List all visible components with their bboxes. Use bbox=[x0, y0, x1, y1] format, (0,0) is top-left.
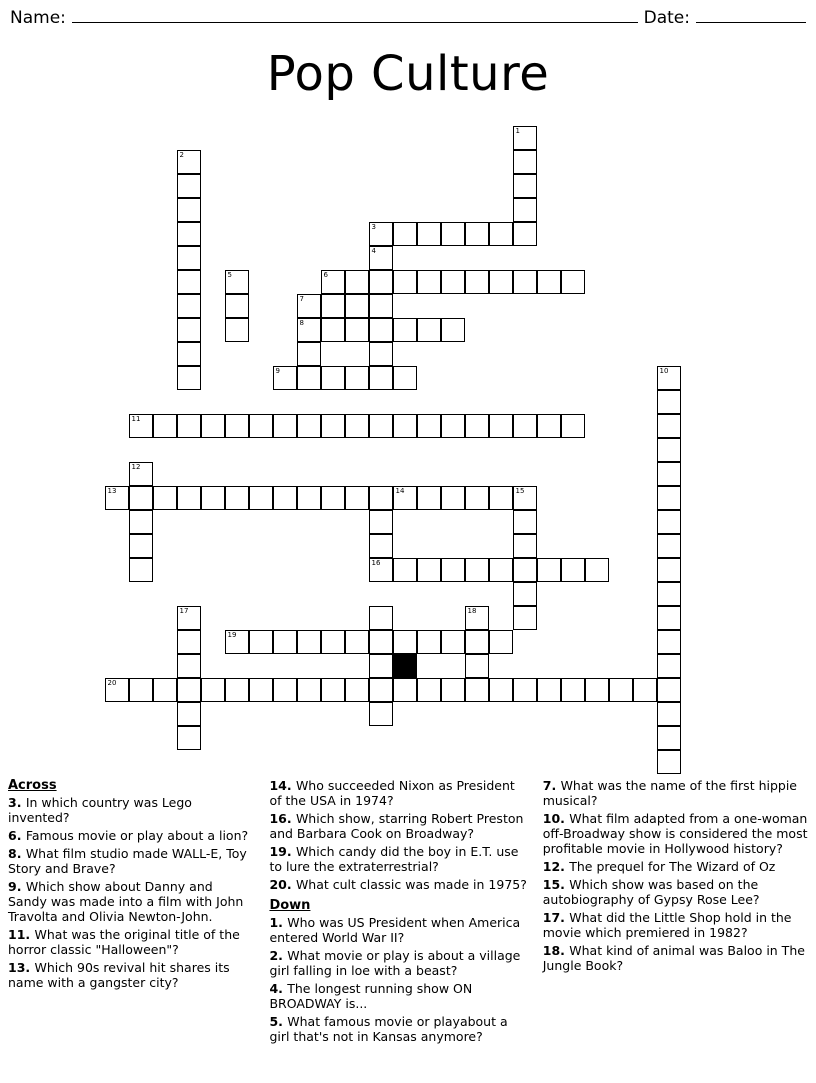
clue-number: 13. bbox=[8, 960, 35, 975]
clue-text: Which 90s revival hit shares its name with a gangster city? bbox=[8, 960, 230, 990]
grid-cell[interactable] bbox=[441, 630, 465, 654]
clue-text: Which show about Danny and Sandy was made into a film with John Travolta and Olivia Newton-John. bbox=[8, 879, 244, 924]
grid-cell[interactable] bbox=[225, 630, 249, 654]
grid-cell[interactable] bbox=[657, 390, 681, 414]
clue-list-across-part1 bbox=[8, 795, 255, 990]
clue-text: What film studio made WALL-E, Toy Story and Brave? bbox=[8, 846, 247, 876]
grid-cell[interactable] bbox=[489, 270, 513, 294]
grid-cell[interactable] bbox=[657, 510, 681, 534]
grid-cell-number: 9 bbox=[275, 367, 280, 375]
clue-text: Which candy did the boy in E.T. use to lure the extraterrestrial? bbox=[269, 844, 519, 874]
clue-item bbox=[269, 811, 528, 841]
grid-cell[interactable] bbox=[129, 678, 153, 702]
clue-list-down-part1 bbox=[269, 915, 528, 1044]
grid-cell[interactable] bbox=[177, 654, 201, 678]
grid-cell[interactable] bbox=[465, 678, 489, 702]
grid-cell[interactable] bbox=[465, 414, 489, 438]
name-input-line[interactable] bbox=[72, 8, 638, 23]
grid-cell[interactable] bbox=[393, 270, 417, 294]
grid-cell[interactable] bbox=[513, 198, 537, 222]
grid-cell[interactable] bbox=[105, 486, 129, 510]
clue-item bbox=[269, 778, 528, 808]
grid-cell[interactable] bbox=[177, 414, 201, 438]
grid-cell[interactable] bbox=[225, 414, 249, 438]
grid-cell[interactable] bbox=[513, 510, 537, 534]
grid-cell-blocked bbox=[393, 654, 417, 678]
grid-cell[interactable] bbox=[657, 726, 681, 750]
grid-cell[interactable] bbox=[657, 678, 681, 702]
grid-cell[interactable] bbox=[177, 678, 201, 702]
grid-cell[interactable] bbox=[513, 486, 537, 510]
grid-cell[interactable] bbox=[177, 150, 201, 174]
grid-cell[interactable] bbox=[657, 558, 681, 582]
grid-cell[interactable] bbox=[177, 342, 201, 366]
clue-item bbox=[8, 828, 255, 843]
grid-cell-number: 14 bbox=[395, 487, 405, 495]
grid-cell[interactable] bbox=[273, 630, 297, 654]
grid-cell[interactable] bbox=[273, 366, 297, 390]
grid-cell[interactable] bbox=[489, 630, 513, 654]
grid-cell[interactable] bbox=[129, 414, 153, 438]
grid-cell[interactable] bbox=[369, 678, 393, 702]
grid-cell[interactable] bbox=[513, 150, 537, 174]
grid-cell[interactable] bbox=[369, 246, 393, 270]
grid-cell[interactable] bbox=[321, 318, 345, 342]
grid-cell[interactable] bbox=[297, 414, 321, 438]
clue-text: Which show was based on the autobiography of Gypsy Rose Lee? bbox=[542, 877, 760, 907]
grid-cell[interactable] bbox=[297, 318, 321, 342]
grid-cell[interactable] bbox=[369, 270, 393, 294]
crossword-grid[interactable] bbox=[0, 118, 816, 778]
grid-cell[interactable] bbox=[369, 486, 393, 510]
grid-cell[interactable] bbox=[657, 534, 681, 558]
clue-text: What was the name of the first hippie musical? bbox=[542, 778, 797, 808]
grid-cell[interactable] bbox=[513, 606, 537, 630]
grid-cell[interactable] bbox=[417, 414, 441, 438]
grid-cell[interactable] bbox=[657, 366, 681, 390]
grid-cell[interactable] bbox=[321, 678, 345, 702]
grid-cell[interactable] bbox=[225, 318, 249, 342]
clue-column-3 bbox=[543, 778, 808, 1078]
grid-cell[interactable] bbox=[561, 414, 585, 438]
grid-cell[interactable] bbox=[177, 246, 201, 270]
clue-text: What kind of animal was Baloo in The Jungle Book? bbox=[542, 943, 805, 973]
clue-number: 3. bbox=[8, 795, 26, 810]
clue-item bbox=[8, 795, 255, 825]
grid-cell[interactable] bbox=[273, 678, 297, 702]
grid-cell[interactable] bbox=[369, 606, 393, 630]
grid-cell[interactable] bbox=[225, 486, 249, 510]
grid-cell[interactable] bbox=[417, 318, 441, 342]
grid-cell-number: 5 bbox=[227, 271, 232, 279]
grid-cell[interactable] bbox=[345, 486, 369, 510]
clue-item bbox=[543, 811, 808, 856]
grid-cell[interactable] bbox=[657, 702, 681, 726]
grid-cell[interactable] bbox=[321, 630, 345, 654]
grid-cell[interactable] bbox=[441, 486, 465, 510]
grid-cell[interactable] bbox=[201, 678, 225, 702]
grid-cell-number: 4 bbox=[371, 247, 376, 255]
clue-item bbox=[269, 915, 528, 945]
grid-cell[interactable] bbox=[345, 630, 369, 654]
down-heading: Down bbox=[269, 898, 311, 913]
grid-cell[interactable] bbox=[657, 414, 681, 438]
clue-text: The prequel for The Wizard of Oz bbox=[569, 859, 776, 874]
grid-cell[interactable] bbox=[369, 510, 393, 534]
grid-cell-number: 19 bbox=[227, 631, 237, 639]
grid-cell-number: 20 bbox=[107, 679, 117, 687]
across-heading: Across bbox=[8, 778, 57, 793]
grid-cell[interactable] bbox=[177, 726, 201, 750]
clue-item bbox=[543, 877, 808, 907]
grid-cell[interactable] bbox=[513, 582, 537, 606]
grid-cell[interactable] bbox=[297, 294, 321, 318]
grid-cell[interactable] bbox=[513, 558, 537, 582]
grid-cell[interactable] bbox=[465, 222, 489, 246]
date-label: Date: bbox=[643, 8, 690, 28]
clue-item bbox=[8, 960, 255, 990]
grid-cell[interactable] bbox=[393, 486, 417, 510]
grid-cell[interactable] bbox=[177, 174, 201, 198]
grid-cell[interactable] bbox=[513, 678, 537, 702]
grid-cell[interactable] bbox=[393, 678, 417, 702]
clue-number: 14. bbox=[269, 778, 296, 793]
grid-cell[interactable] bbox=[417, 222, 441, 246]
clue-number: 11. bbox=[8, 927, 35, 942]
grid-cell[interactable] bbox=[129, 462, 153, 486]
grid-cell-number: 3 bbox=[371, 223, 376, 231]
grid-cell[interactable] bbox=[177, 270, 201, 294]
grid-cell-number: 18 bbox=[467, 607, 477, 615]
grid-cell[interactable] bbox=[441, 318, 465, 342]
clue-number: 6. bbox=[8, 828, 26, 843]
grid-cell[interactable] bbox=[249, 678, 273, 702]
grid-cell[interactable] bbox=[177, 630, 201, 654]
grid-cell[interactable] bbox=[369, 414, 393, 438]
grid-cell[interactable] bbox=[345, 294, 369, 318]
grid-cell[interactable] bbox=[465, 486, 489, 510]
grid-cell[interactable] bbox=[513, 126, 537, 150]
grid-cell[interactable] bbox=[369, 630, 393, 654]
grid-cell[interactable] bbox=[177, 606, 201, 630]
grid-cell[interactable] bbox=[177, 318, 201, 342]
grid-cell[interactable] bbox=[561, 558, 585, 582]
clue-item bbox=[269, 981, 528, 1011]
clue-number: 12. bbox=[542, 859, 570, 874]
grid-cell[interactable] bbox=[489, 486, 513, 510]
grid-cell[interactable] bbox=[321, 270, 345, 294]
grid-cell[interactable] bbox=[465, 654, 489, 678]
grid-cell[interactable] bbox=[393, 318, 417, 342]
grid-cell[interactable] bbox=[297, 630, 321, 654]
clue-number: 2. bbox=[269, 948, 288, 963]
grid-cell[interactable] bbox=[417, 486, 441, 510]
grid-cell[interactable] bbox=[657, 582, 681, 606]
clue-number: 7. bbox=[542, 778, 561, 793]
grid-cell[interactable] bbox=[465, 558, 489, 582]
grid-cell[interactable] bbox=[609, 678, 633, 702]
clue-item bbox=[8, 879, 255, 924]
clue-item bbox=[8, 846, 255, 876]
clue-text: What film adapted from a one-woman off-Broadway show is considered the most profitable movie in Hollywood history? bbox=[542, 811, 808, 856]
grid-cell[interactable] bbox=[153, 414, 177, 438]
clue-number: 8. bbox=[8, 846, 26, 861]
grid-cell[interactable] bbox=[585, 678, 609, 702]
grid-cell[interactable] bbox=[489, 678, 513, 702]
grid-cell[interactable] bbox=[657, 486, 681, 510]
grid-cell-number: 12 bbox=[131, 463, 141, 471]
grid-cell-number: 8 bbox=[299, 319, 304, 327]
date-input-line[interactable] bbox=[696, 8, 806, 23]
clue-text: The longest running show ON BROADWAY is... bbox=[269, 981, 473, 1011]
clue-item bbox=[269, 844, 528, 874]
grid-cell-number: 6 bbox=[323, 271, 328, 279]
grid-cell[interactable] bbox=[297, 486, 321, 510]
grid-cell[interactable] bbox=[297, 366, 321, 390]
clue-item bbox=[543, 859, 808, 874]
grid-cell[interactable] bbox=[513, 270, 537, 294]
grid-cell[interactable] bbox=[177, 486, 201, 510]
grid-cell-number: 16 bbox=[371, 559, 381, 567]
grid-cell[interactable] bbox=[417, 678, 441, 702]
grid-cell[interactable] bbox=[249, 486, 273, 510]
grid-cell[interactable] bbox=[633, 678, 657, 702]
grid-cell[interactable] bbox=[417, 558, 441, 582]
name-label: Name: bbox=[10, 8, 66, 28]
clue-item bbox=[8, 927, 255, 957]
grid-cell[interactable] bbox=[513, 222, 537, 246]
grid-cell[interactable] bbox=[657, 630, 681, 654]
clue-text: Who was US President when America entered World War II? bbox=[269, 915, 521, 945]
grid-cell[interactable] bbox=[393, 630, 417, 654]
clue-text: What movie or play is about a village girl falling in loe with a beast? bbox=[269, 948, 521, 978]
clue-text: Which show, starring Robert Preston and Barbara Cook on Broadway? bbox=[269, 811, 524, 841]
clue-number: 4. bbox=[269, 981, 288, 996]
grid-cell[interactable] bbox=[321, 366, 345, 390]
grid-cell[interactable] bbox=[537, 558, 561, 582]
grid-cell[interactable] bbox=[201, 486, 225, 510]
clue-text: What was the original title of the horror classic "Halloween"? bbox=[8, 927, 240, 957]
grid-cell[interactable] bbox=[345, 678, 369, 702]
grid-cell-number: 7 bbox=[299, 295, 304, 303]
grid-cell[interactable] bbox=[393, 222, 417, 246]
grid-cell[interactable] bbox=[345, 414, 369, 438]
clue-number: 9. bbox=[8, 879, 26, 894]
clue-number: 16. bbox=[269, 811, 296, 826]
grid-cell-number: 1 bbox=[515, 127, 520, 135]
clue-column-1 bbox=[8, 778, 255, 1078]
clue-column-2 bbox=[269, 778, 528, 1078]
grid-cell[interactable] bbox=[297, 678, 321, 702]
grid-cell[interactable] bbox=[249, 414, 273, 438]
grid-cell[interactable] bbox=[273, 486, 297, 510]
grid-cell[interactable] bbox=[465, 270, 489, 294]
grid-cell[interactable] bbox=[273, 414, 297, 438]
clue-number: 20. bbox=[269, 877, 296, 892]
grid-cell[interactable] bbox=[177, 294, 201, 318]
grid-cell[interactable] bbox=[513, 414, 537, 438]
grid-cell[interactable] bbox=[177, 222, 201, 246]
grid-cell[interactable] bbox=[345, 366, 369, 390]
clue-list-across-part2 bbox=[269, 778, 528, 892]
grid-cell[interactable] bbox=[345, 270, 369, 294]
grid-cell[interactable] bbox=[441, 222, 465, 246]
clue-text: In which country was Lego invented? bbox=[8, 795, 192, 825]
grid-cell[interactable] bbox=[129, 534, 153, 558]
clue-number: 15. bbox=[542, 877, 570, 892]
grid-cell[interactable] bbox=[393, 414, 417, 438]
grid-cell[interactable] bbox=[513, 534, 537, 558]
grid-cell[interactable] bbox=[417, 630, 441, 654]
grid-cell[interactable] bbox=[537, 414, 561, 438]
grid-cell[interactable] bbox=[249, 630, 273, 654]
grid-cell[interactable] bbox=[177, 702, 201, 726]
grid-cell[interactable] bbox=[441, 558, 465, 582]
grid-cell[interactable] bbox=[657, 606, 681, 630]
grid-cell[interactable] bbox=[393, 366, 417, 390]
clue-text: What famous movie or playabout a girl that's not in Kansas anymore? bbox=[269, 1014, 508, 1044]
grid-cell[interactable] bbox=[177, 198, 201, 222]
clue-item bbox=[543, 910, 808, 940]
clue-text: Famous movie or play about a lion? bbox=[25, 828, 249, 843]
clue-item bbox=[269, 1014, 528, 1044]
grid-cell[interactable] bbox=[369, 294, 393, 318]
clue-item bbox=[269, 877, 528, 892]
grid-cell[interactable] bbox=[369, 702, 393, 726]
clue-item bbox=[543, 778, 808, 808]
grid-cell[interactable] bbox=[177, 366, 201, 390]
clue-number: 5. bbox=[269, 1014, 288, 1029]
grid-cell-number: 13 bbox=[107, 487, 117, 495]
grid-cell[interactable] bbox=[585, 558, 609, 582]
clue-list-down-part2 bbox=[543, 778, 808, 973]
page-title: Pop Culture bbox=[266, 46, 550, 102]
clue-text: What did the Little Shop hold in the movie which premiered in 1982? bbox=[542, 910, 792, 940]
clue-item bbox=[269, 948, 528, 978]
grid-cell-number: 15 bbox=[515, 487, 525, 495]
grid-cell[interactable] bbox=[225, 270, 249, 294]
grid-cell[interactable] bbox=[369, 654, 393, 678]
grid-cell-number: 2 bbox=[179, 151, 184, 159]
grid-cell[interactable] bbox=[441, 414, 465, 438]
grid-cell[interactable] bbox=[537, 678, 561, 702]
grid-cell[interactable] bbox=[369, 342, 393, 366]
grid-cell[interactable] bbox=[225, 294, 249, 318]
clue-number: 18. bbox=[542, 943, 570, 958]
grid-cell[interactable] bbox=[129, 558, 153, 582]
grid-cell[interactable] bbox=[465, 630, 489, 654]
grid-cell[interactable] bbox=[153, 486, 177, 510]
grid-cell[interactable] bbox=[321, 414, 345, 438]
grid-cell[interactable] bbox=[129, 510, 153, 534]
grid-cell[interactable] bbox=[417, 270, 441, 294]
worksheet-header bbox=[10, 8, 806, 34]
clue-number: 17. bbox=[542, 910, 570, 925]
clue-number: 10. bbox=[542, 811, 570, 826]
grid-cell[interactable] bbox=[393, 558, 417, 582]
clue-number: 1. bbox=[269, 915, 288, 930]
grid-cell[interactable] bbox=[297, 342, 321, 366]
grid-cell[interactable] bbox=[657, 438, 681, 462]
grid-cell[interactable] bbox=[513, 174, 537, 198]
grid-cell[interactable] bbox=[369, 534, 393, 558]
grid-cell[interactable] bbox=[369, 222, 393, 246]
grid-cell[interactable] bbox=[465, 606, 489, 630]
grid-cell[interactable] bbox=[201, 414, 225, 438]
grid-cell[interactable] bbox=[321, 486, 345, 510]
grid-cell[interactable] bbox=[657, 750, 681, 774]
grid-cell[interactable] bbox=[561, 270, 585, 294]
grid-cell[interactable] bbox=[369, 318, 393, 342]
grid-cell[interactable] bbox=[369, 366, 393, 390]
clue-text: Who succeeded Nixon as President of the USA in 1974? bbox=[269, 778, 515, 808]
grid-cell[interactable] bbox=[129, 486, 153, 510]
grid-cell[interactable] bbox=[369, 558, 393, 582]
grid-cell[interactable] bbox=[441, 270, 465, 294]
grid-cell[interactable] bbox=[537, 270, 561, 294]
grid-cell[interactable] bbox=[489, 414, 513, 438]
grid-cell[interactable] bbox=[345, 318, 369, 342]
grid-cell[interactable] bbox=[489, 558, 513, 582]
grid-cell[interactable] bbox=[489, 222, 513, 246]
clues-section bbox=[8, 778, 808, 1078]
grid-cell-number: 11 bbox=[131, 415, 141, 423]
grid-cell[interactable] bbox=[561, 678, 585, 702]
grid-cell[interactable] bbox=[657, 654, 681, 678]
grid-cell[interactable] bbox=[105, 678, 129, 702]
grid-cell[interactable] bbox=[321, 294, 345, 318]
grid-cell[interactable] bbox=[441, 678, 465, 702]
clue-number: 19. bbox=[269, 844, 296, 859]
clue-text: What cult classic was made in 1975? bbox=[295, 877, 527, 892]
grid-cell-number: 10 bbox=[659, 367, 669, 375]
grid-cell[interactable] bbox=[657, 462, 681, 486]
clue-item bbox=[543, 943, 808, 973]
grid-cell-number: 17 bbox=[179, 607, 189, 615]
grid-cell[interactable] bbox=[153, 678, 177, 702]
grid-cell[interactable] bbox=[225, 678, 249, 702]
